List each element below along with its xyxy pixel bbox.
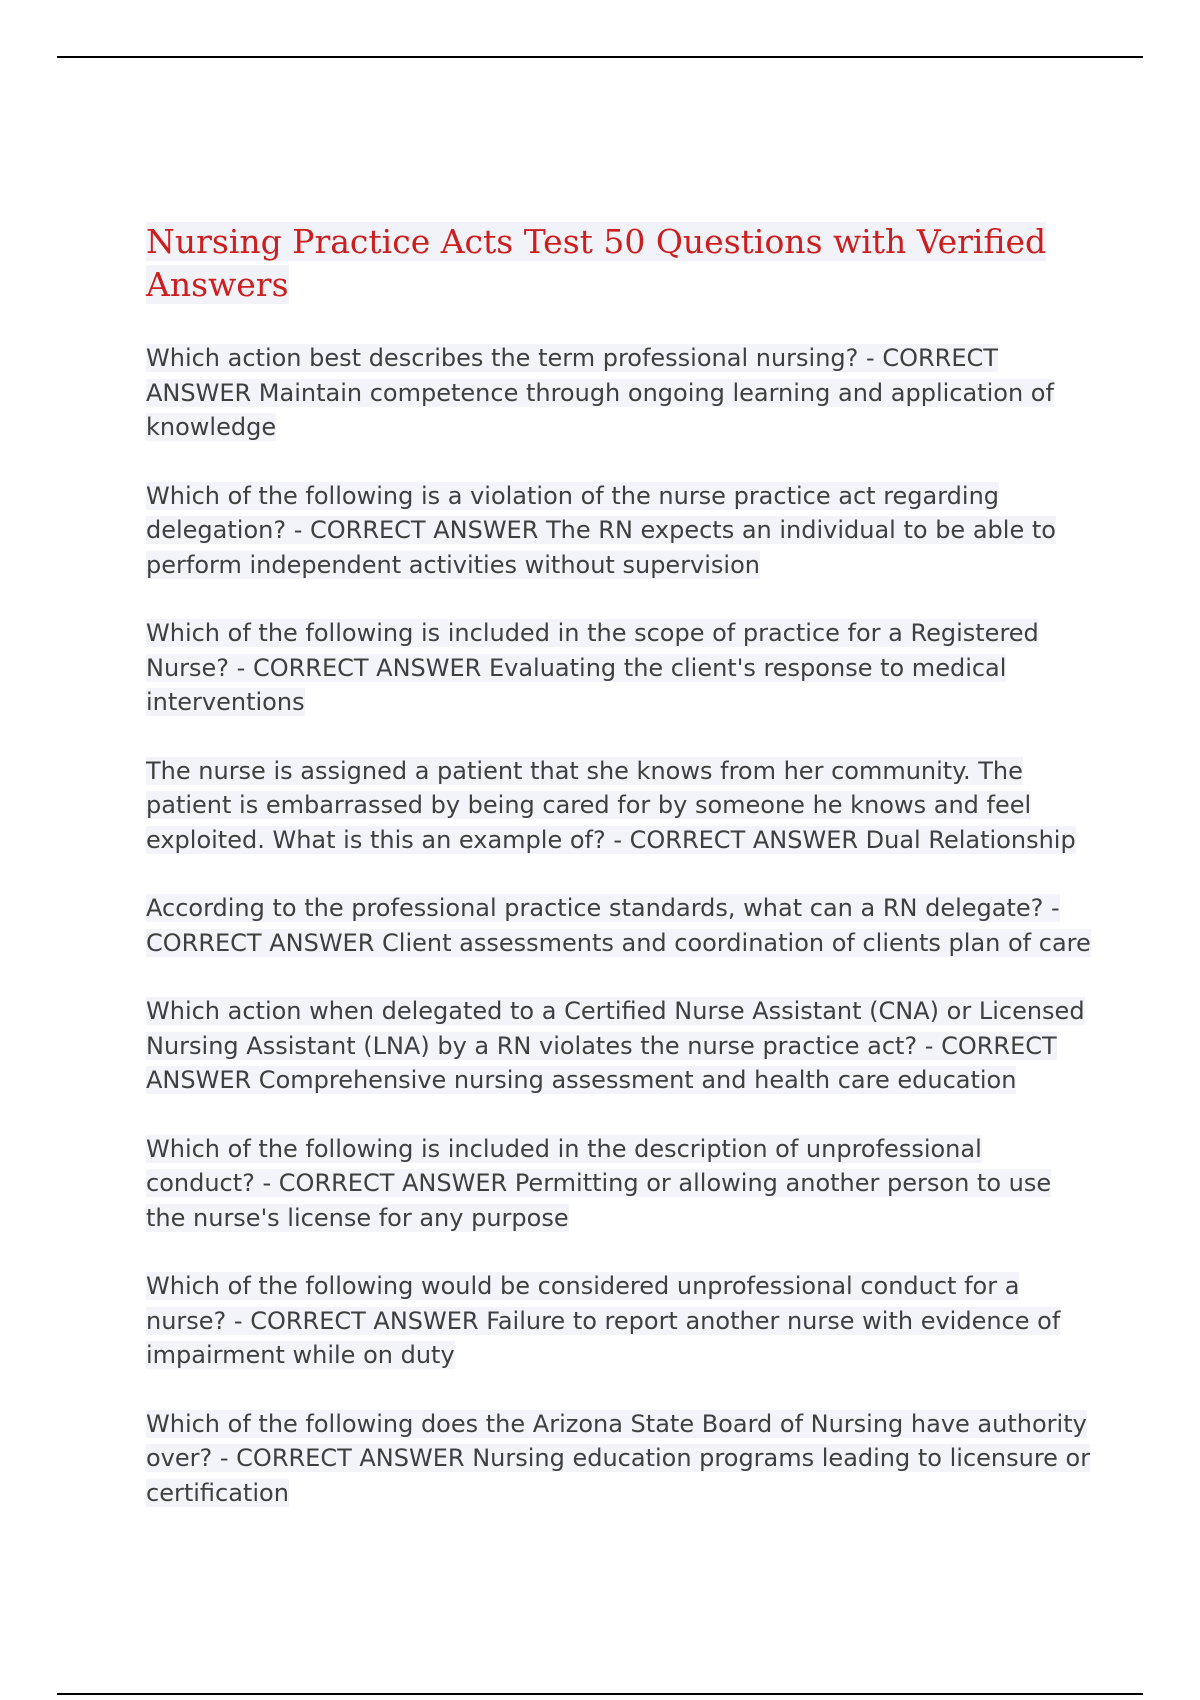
qa-text: Which of the following is included in the description of unprofessional conduct? - CORRECT ANSWER Permitting or allowing another person to use the nurse's license for any purpose bbox=[146, 1134, 1052, 1232]
qa-text: Which action when delegated to a Certified Nurse Assistant (CNA) or Licensed Nursing Assistant (LNA) by a RN violates the nurse practice act? - CORRECT ANSWER Comprehensive nursing assessment and health care education bbox=[146, 997, 1085, 1094]
qa-item-9 bbox=[146, 1407, 1096, 1511]
qa-text: Which of the following does the Arizona State Board of Nursing have authority over? - CORRECT ANSWER Nursing education programs leading to licensure or certification bbox=[146, 1409, 1091, 1507]
qa-item-7 bbox=[146, 1132, 1096, 1236]
qa-item-5 bbox=[146, 891, 1096, 960]
qa-item-6 bbox=[146, 994, 1096, 1098]
document-body bbox=[146, 220, 1096, 1544]
header-rule bbox=[57, 56, 1143, 58]
qa-text: Which of the following is a violation of the nurse practice act regarding delegation? - CORRECT ANSWER The RN expects an individual to be able to perform independent activities without supervision bbox=[146, 481, 1056, 579]
qa-item-3 bbox=[146, 616, 1096, 720]
document-title-text: Nursing Practice Acts Test 50 Questions with Verified Answers bbox=[146, 222, 1047, 304]
qa-item-4 bbox=[146, 754, 1096, 858]
qa-item-8 bbox=[146, 1269, 1096, 1373]
qa-item-2 bbox=[146, 479, 1096, 583]
qa-text: Which of the following would be considered unprofessional conduct for a nurse? - CORRECT ANSWER Failure to report another nurse with evidence of impairment while on duty bbox=[146, 1272, 1061, 1369]
qa-item-1 bbox=[146, 341, 1096, 445]
qa-text: Which of the following is included in the scope of practice for a Registered Nurse? - CORRECT ANSWER Evaluating the client's response to medical interventions bbox=[146, 619, 1039, 716]
document-title bbox=[146, 220, 1096, 306]
qa-text: Which action best describes the term professional nursing? - CORRECT ANSWER Maintain competence through ongoing learning and application of knowledge bbox=[146, 344, 1054, 441]
qa-text: According to the professional practice standards, what can a RN delegate? - CORRECT ANSWER Client assessments and coordination of clients plan of care bbox=[146, 894, 1091, 957]
qa-text: The nurse is assigned a patient that she knows from her community. The patient is embarrassed by being cared for by someone he knows and feel exploited. What is this an example of? - CORRECT ANSWER Dual Relationship bbox=[146, 756, 1076, 854]
footer-rule bbox=[57, 1693, 1143, 1695]
